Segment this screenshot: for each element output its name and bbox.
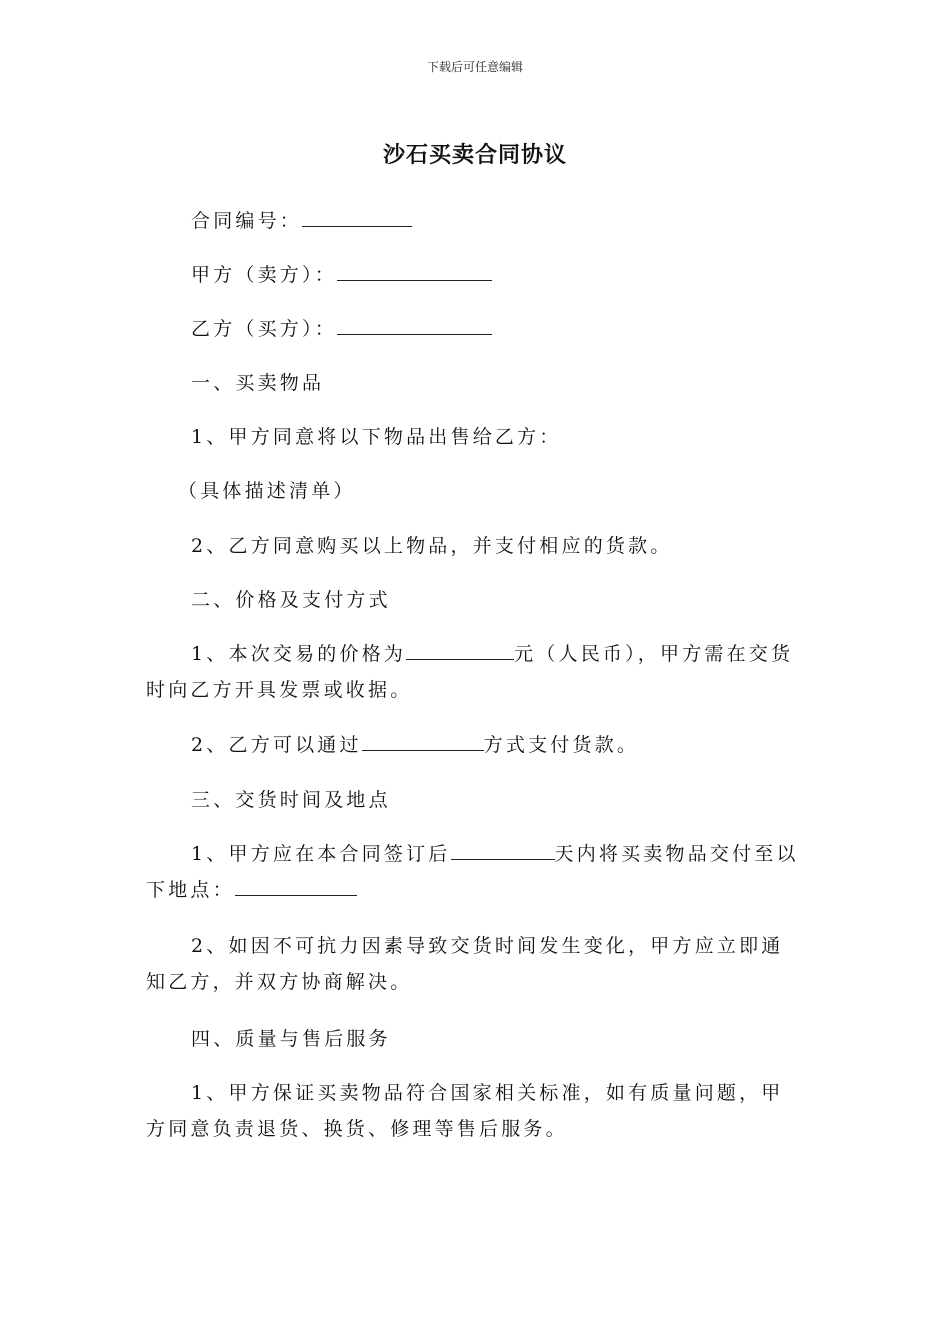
section-2-heading: 二、价格及支付方式 [191, 589, 391, 611]
contract-number-line [146, 203, 804, 239]
section-2-item-2-post: 方式支付货款。 [483, 734, 640, 756]
party-b-line [146, 311, 804, 347]
price-blank[interactable] [406, 637, 514, 660]
contract-number-label: 合同编号： [191, 210, 303, 232]
section-2-item-1-post: 元（人民币），甲方需在交货时向乙方开具发票或收据。 [146, 643, 794, 701]
payment-method-blank[interactable] [362, 728, 484, 751]
section-3-item-1 [146, 836, 804, 908]
section-3-item-2: 2、如因不可抗力因素导致交货时间发生变化，甲方应立即通知乙方，并双方协商解决。 [146, 935, 784, 993]
section-3-heading: 三、交货时间及地点 [191, 789, 391, 811]
section-4-heading: 四、质量与售后服务 [191, 1028, 391, 1050]
section-2-item-2-pre: 2、乙方可以通过 [191, 734, 362, 756]
document-title: 沙石买卖合同协议 [382, 143, 567, 168]
section-3-item-1-pre: 1、甲方应在本合同签订后 [191, 843, 451, 865]
section-3-item-1-mid: 天内将买卖物品交付至以下地点： [146, 843, 799, 901]
delivery-location-blank[interactable] [235, 873, 357, 896]
section-2-item-1 [146, 636, 804, 708]
section-1-item-2: 2、乙方同意购买以上物品，并支付相应的货款。 [191, 535, 673, 557]
contract-number-blank[interactable] [302, 204, 412, 227]
party-b-label: 乙方（买方）： [191, 318, 337, 340]
delivery-days-blank[interactable] [451, 837, 555, 860]
section-1-heading: 一、买卖物品 [191, 372, 325, 394]
party-a-line [146, 257, 804, 293]
section-2-item-1-pre: 1、本次交易的价格为 [191, 643, 407, 665]
section-1-list-note: （具体描述清单） [178, 480, 356, 502]
party-a-blank[interactable] [337, 258, 492, 281]
page-header-note: 下载后可任意编辑 [426, 60, 523, 74]
party-b-blank[interactable] [337, 312, 492, 335]
section-4-item-1: 1、甲方保证买卖物品符合国家相关标准，如有质量问题，甲方同意负责退货、换货、修理等售后服务。 [146, 1082, 784, 1140]
section-2-item-2 [146, 727, 804, 763]
party-a-label: 甲方（卖方）： [191, 264, 337, 286]
section-1-item-1: 1、甲方同意将以下物品出售给乙方： [191, 426, 562, 448]
